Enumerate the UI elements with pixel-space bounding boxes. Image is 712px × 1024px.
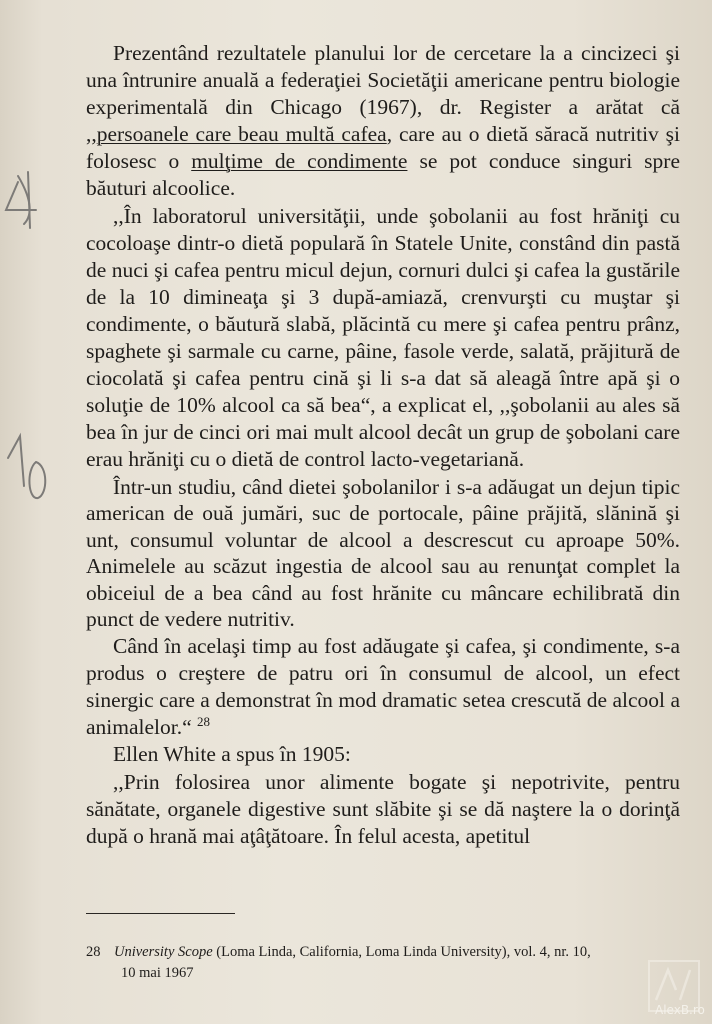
footnote-reference[interactable]: 28 — [197, 714, 211, 730]
underlined-phrase-condiments: mulţime de condimente — [191, 149, 408, 174]
watermark-text: AlexB.ro — [655, 1003, 705, 1017]
underlined-phrase-coffee: persoanele care beau multă cafea — [96, 122, 387, 147]
p1-intro: Prezentând rezultatele planului lor de cercetare la a cincizeci şi una întrunire anuală a federaţiei Societăţii americane pentru biologie experimentală din Chicago (1967), dr. Register a arătat că ,, — [86, 41, 680, 147]
handwritten-ten-mark — [8, 436, 45, 498]
handwritten-four-mark — [6, 172, 36, 228]
paragraph-2: ,,În laboratorul universităţii, unde şobolanii au fost hrăniţi cu cocoloaşe dintr-o dietă populară în Statele Unite, constând din pastă de nuci şi cafea pentru micul dejun, cornuri dulci şi cafea la gustările de la 10 dimineaţa şi 3 după-amiază, crenvurşti cu muştar şi condimente, o băutură slabă, plăcintă cu mere şi cafea pentru prânz, spaghete şi sarmale cu carne, pâine, fasole verde, salată, prăjitură de ciocolată şi cafea pentru cină şi li s-a dat să aleagă între apă şi o soluţie de 10% alcool ca să bea“, a explicat el, ,,şobolanii au ales să bea în jur de cinci ori mai mult alcool decât un grup de şobolani care erau hrăniţi cu o dietă de control lacto-vegetariană. — [86, 203, 680, 472]
paragraph-5: Ellen White a spus în 1905: — [113, 742, 351, 767]
p1-middle: , care au o dietă săracă nutritiv şi folosesc o — [86, 122, 680, 174]
p4-text: Când în acelaşi timp au fost adăugate şi cafea, şi condimente, s-a produs o creştere de patru ori în consumul de alcool, un efect sinergic care a demonstrat în mod dramatic setea crescută de alcool a animalelor.“ — [86, 634, 680, 740]
p1-end: se pot conduce singuri spre băuturi alcoolice. — [86, 149, 680, 201]
paragraph-1 — [86, 40, 680, 203]
paragraph-3: Într-un studiu, când dietei şobolanilor i s-a adăugat un dejun tipic american de ouă jumări, suc de portocale, pâine prăjită, slănină şi unt, consumul voluntar de alcool a descrescut cu aproape 50%. Animelele au scăzut ingestia de alcool sau au renunţat complet la obiceiul de a bea când au fost hrănite cu mâncare echilibrată din punct de vedere nutritiv. — [86, 474, 680, 632]
footnote-title: University Scope — [114, 944, 213, 960]
footnote-text — [114, 942, 684, 963]
footnote-number: 28 — [86, 944, 101, 960]
body-text — [86, 40, 680, 850]
paragraph-6: ,,Prin folosirea unor alimente bogate şi nepotrivite, pentru sănătate, organele digestive sunt slăbite şi se dă naştere la o dorinţă după o hrană mai aţâţătoare. În felul acesta, apetitul — [86, 769, 680, 848]
footnote-rest: (Loma Linda, California, Loma Linda University), vol. 4, nr. 10, — [212, 944, 591, 960]
handwritten-zero-mark — [18, 176, 30, 224]
footnote-divider — [86, 913, 235, 914]
footnote-date: 10 mai 1967 — [121, 965, 194, 981]
paragraph-4 — [86, 633, 680, 741]
